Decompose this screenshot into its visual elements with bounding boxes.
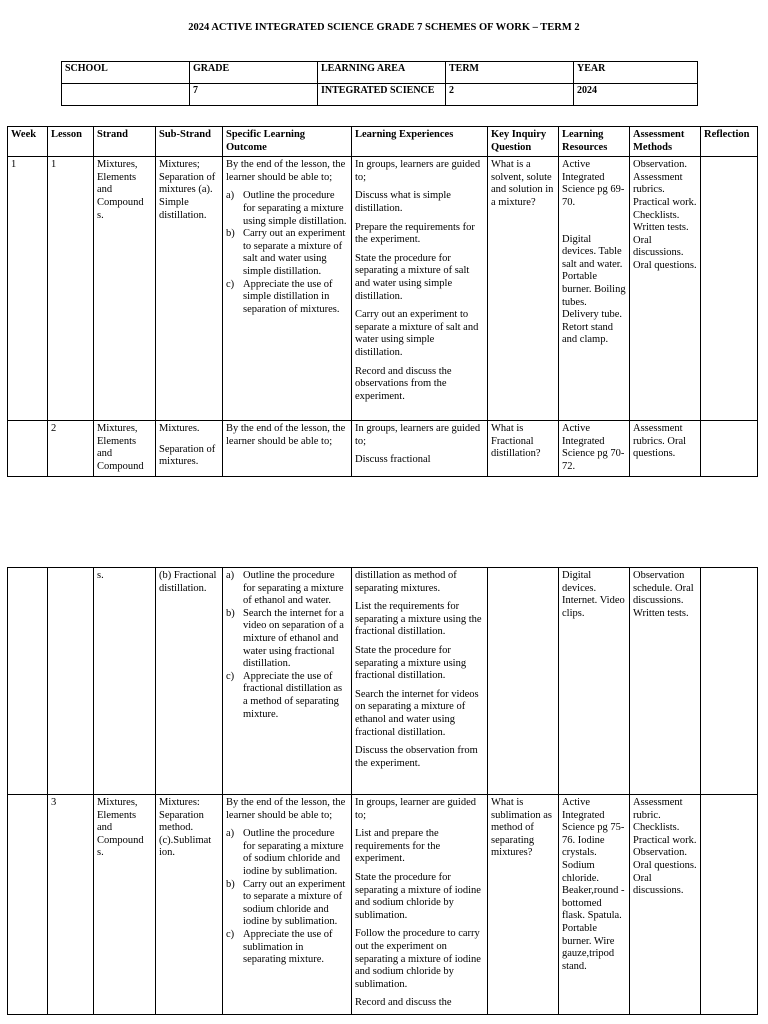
sub-strand-cell: [156, 421, 223, 476]
outcome-marker: a): [226, 828, 235, 840]
reflection-cell: [701, 421, 758, 476]
experience-text: List the requirements for separating a mixture using the fractional distillation.: [355, 601, 482, 638]
outcome-item: [226, 228, 348, 278]
outcome-cell: By the end of the lesson, the learner should be able to;: [223, 421, 352, 476]
experience-text: State the procedure for separating a mixture using fractional distillation.: [355, 644, 467, 682]
outcome-item: [226, 570, 348, 608]
experience-text: Discuss what is simple distillation.: [355, 190, 451, 214]
experiences-cell: [352, 795, 488, 1015]
learning-area-header: LEARNING AREA: [318, 62, 446, 84]
table-row: [8, 568, 758, 795]
assessment-cell: Observation. Assessment rubrics. Practical work. Checklists. Written tests. Oral discussions. Oral questions.: [630, 157, 701, 421]
experience-text: Prepare the requirements for the experiment.: [355, 221, 475, 246]
sub-strand-text: Separation of mixtures.: [159, 443, 216, 468]
assessment-cell: Observation schedule. Oral discussions. Written tests.: [630, 568, 701, 795]
resources-text: Active Integrated Science pg 69-70.: [562, 159, 625, 208]
col-outcome: Specific Learning Outcome: [223, 127, 352, 157]
experiences-cell: [352, 157, 488, 421]
experience-text: In groups, learners are guided to;: [355, 423, 481, 447]
outcome-item: [226, 928, 348, 967]
question-cell: What is a solvent, solute and solution in a mixture?: [488, 157, 559, 421]
experience-text: State the procedure for separating a mixture of iodine and sodium chloride by sublimation.: [355, 871, 481, 921]
outcome-text: Appreciate the use of sublimation in separating mixture.: [243, 928, 333, 966]
outcome-marker: c): [226, 928, 235, 940]
year-value: 2024: [574, 84, 698, 106]
col-strand: Strand: [94, 127, 156, 157]
experiences-cell: [352, 421, 488, 476]
outcome-item: [226, 878, 348, 929]
school-header: SCHOOL: [62, 62, 190, 84]
week-cell: [8, 421, 48, 476]
resources-cell: Active Integrated Science pg 70-72.: [559, 421, 630, 476]
outcome-text: Appreciate the use of simple distillation in separation of mixtures.: [243, 278, 340, 315]
lesson-cell: 3: [48, 795, 94, 1015]
experience-text: List and prepare the requirements for the experiment.: [355, 828, 441, 865]
resources-cell: [559, 157, 630, 421]
year-header: YEAR: [574, 62, 698, 84]
week-cell: 1: [8, 157, 48, 421]
outcome-marker: c): [226, 278, 235, 290]
assessment-cell: Assessment rubrics. Oral questions.: [630, 421, 701, 476]
outcome-list: [226, 570, 348, 721]
outcome-marker: c): [226, 670, 235, 682]
grade-value: 7: [190, 84, 318, 106]
outcome-cell: [223, 157, 352, 421]
sub-strand-text: Mixtures.: [159, 423, 200, 435]
col-assessment: Assessment Methods: [630, 127, 701, 157]
lesson-cell: 1: [48, 157, 94, 421]
experience-text: Follow the procedure to carry out the experiment on separating a mixture of iodine and sodium chloride by sublimation.: [355, 928, 481, 990]
reflection-cell: [701, 568, 758, 795]
resources-text: Digital devices. Table salt and water. Portable burner. Boiling tubes. Delivery tube. Retort stand and clamp.: [562, 233, 626, 346]
col-question: Key Inquiry Question: [488, 127, 559, 157]
outcome-text: Outline the procedure for separating a mixture using simple distillation.: [243, 190, 347, 227]
strand-cell: Mixtures, Elements and Compound s.: [94, 157, 156, 421]
page-title: 2024 ACTIVE INTEGRATED SCIENCE GRADE 7 SCHEMES OF WORK – TERM 2: [188, 22, 580, 33]
experiences-cell: [352, 568, 488, 795]
experience-text: State the procedure for separating a mixture of salt and water using simple distillation.: [355, 252, 470, 302]
header-row: [8, 127, 758, 157]
outcome-cell: [223, 568, 352, 795]
outcome-marker: a): [226, 190, 235, 202]
outcome-item: [226, 670, 348, 721]
col-reflection: Reflection: [701, 127, 758, 157]
col-sub-strand: Sub-Strand: [156, 127, 223, 157]
learning-area-value: INTEGRATED SCIENCE: [318, 84, 446, 106]
outcome-marker: b): [226, 607, 235, 619]
outcome-marker: b): [226, 878, 235, 890]
outcome-text: Carry out an experiment to separate a mixture of sodium chloride and iodine by sublimation.: [243, 878, 346, 928]
strand-cell: Mixtures, Elements and Compound s.: [94, 795, 156, 1015]
outcome-text: Appreciate the use of fractional distillation as a method of separating mixture.: [243, 670, 343, 720]
reflection-cell: [701, 157, 758, 421]
sub-strand-cell: Mixtures: Separation method. (c).Sublimat ion.: [156, 795, 223, 1015]
question-cell: What is Fractional distillation?: [488, 421, 559, 476]
lesson-cell: 2: [48, 421, 94, 476]
question-cell: [488, 568, 559, 795]
sub-strand-cell: Mixtures; Separation of mixtures (a). Simple distillation.: [156, 157, 223, 421]
outcome-intro: By the end of the lesson, the learner should be able to;: [226, 797, 346, 821]
strand-cell: s.: [94, 568, 156, 795]
experience-text: Discuss the observation from the experiment.: [355, 745, 478, 769]
info-value-row: [62, 84, 698, 106]
experience-text: In groups, learners are guided to;: [355, 159, 481, 183]
experience-text: In groups, learner are guided to;: [355, 797, 476, 821]
outcome-intro: By the end of the lesson, the learner should be able to;: [226, 159, 346, 183]
resources-cell: Digital devices. Internet. Video clips.: [559, 568, 630, 795]
table-row: [8, 157, 758, 421]
table-row: [8, 795, 758, 1015]
table-row: [8, 421, 758, 476]
outcome-marker: a): [226, 570, 235, 581]
scheme-table-page-1: [7, 126, 758, 477]
outcome-item: [226, 278, 348, 317]
outcome-text: Search the internet for a video on separation of a mixture of ethanol and water using fractional distillation.: [243, 607, 344, 670]
question-cell: What is sublimation as method of separating mixtures?: [488, 795, 559, 1015]
col-week: Week: [8, 127, 48, 157]
school-value: [62, 84, 190, 106]
assessment-cell: Assessment rubric. Checklists. Practical work. Observation. Oral questions. Oral discussions.: [630, 795, 701, 1015]
term-value: 2: [446, 84, 574, 106]
experience-text: Carry out an experiment to separate a mixture of salt and water using simple distillation.: [355, 309, 479, 358]
outcome-marker: b): [226, 228, 235, 240]
outcome-text: Outline the procedure for separating a mixture of sodium chloride and iodine by sublimation.: [243, 828, 344, 877]
outcome-list: [226, 190, 348, 316]
col-lesson: Lesson: [48, 127, 94, 157]
outcome-list: [226, 828, 348, 967]
outcome-item: [226, 828, 348, 878]
experience-text: Record and discuss the: [355, 997, 452, 1009]
outcome-text: Carry out an experiment to separate a mixture of salt and water using simple distillation.: [243, 228, 346, 277]
school-info-table: [61, 61, 698, 106]
strand-cell: Mixtures, Elements and Compound: [94, 421, 156, 476]
experience-text: Record and discuss the observations from the experiment.: [355, 365, 452, 402]
week-cell: [8, 795, 48, 1015]
outcome-text: Outline the procedure for separating a mixture of ethanol and water.: [243, 570, 344, 607]
scheme-table-page-2: [7, 567, 758, 1015]
outcome-cell: [223, 795, 352, 1015]
col-experiences: Learning Experiences: [352, 127, 488, 157]
info-header-row: [62, 62, 698, 84]
experience-text: distillation as method of separating mixtures.: [355, 570, 457, 594]
outcome-item: [226, 607, 348, 671]
experience-text: Discuss fractional: [355, 454, 431, 466]
resources-cell: Active Integrated Science pg 75-76. Iodine crystals. Sodium chloride. Beaker,round -bottomed flask. Spatula. Portable burner. Wire gauze,tripod stand.: [559, 795, 630, 1015]
term-header: TERM: [446, 62, 574, 84]
sub-strand-cell: (b) Fractional distillation.: [156, 568, 223, 795]
experience-text: Search the internet for videos on separating a mixture of ethanol and water using fractional distillation.: [355, 688, 479, 738]
week-cell: [8, 568, 48, 795]
lesson-cell: [48, 568, 94, 795]
grade-header: GRADE: [190, 62, 318, 84]
col-resources: Learning Resources: [559, 127, 630, 157]
outcome-item: [226, 190, 348, 228]
reflection-cell: [701, 795, 758, 1015]
